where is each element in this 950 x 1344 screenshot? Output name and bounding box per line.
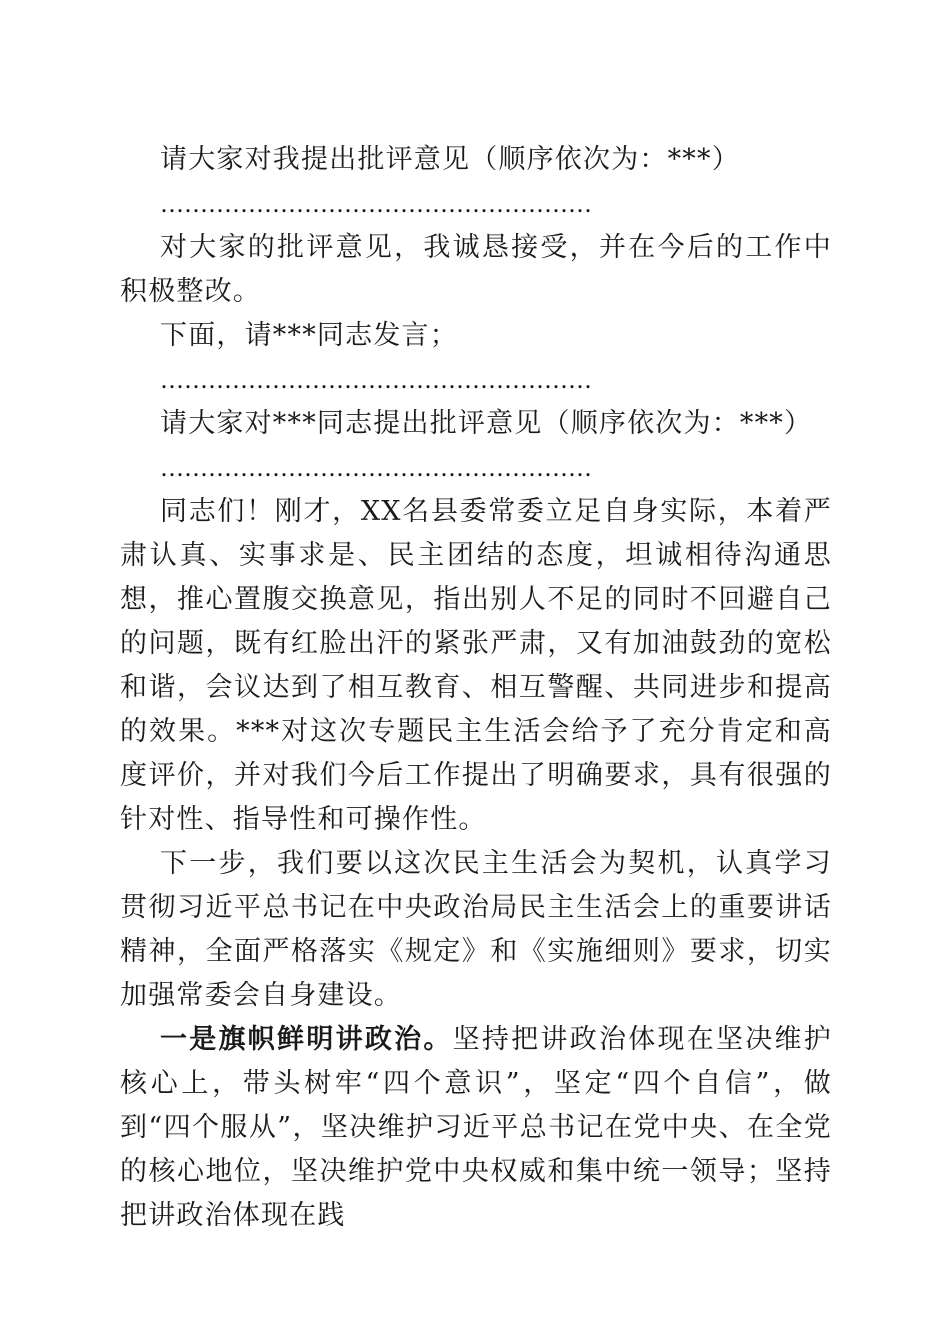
ellipsis-line-2: ……………………………………………… bbox=[160, 366, 592, 394]
paragraph-criticism-request-self: 请大家对我提出批评意见（顺序依次为：***） bbox=[160, 144, 740, 175]
paragraph-criticism-request-comrade: 请大家对***同志提出批评意见（顺序依次为：***） bbox=[160, 408, 813, 439]
point-one-body: 坚持把讲政治体现在坚决维护核心上，带头树牢“四个意识”，坚定“四个自信”，做到“四个服从”，坚决维护习近平总书记在党中央、在全党的核心地位，坚决维护党中央权威和集中统一领导；坚持把讲政治体现在践 bbox=[120, 1024, 832, 1231]
ellipsis-line-3: ……………………………………………… bbox=[160, 454, 592, 482]
document-body bbox=[120, 138, 832, 1238]
ellipsis-line-1: ……………………………………………… bbox=[160, 190, 592, 218]
paragraph-next-steps: 下一步，我们要以这次民主生活会为契机，认真学习贯彻习近平总书记在中央政治局民主生活会上的重要讲话精神，全面严格落实《规定》和《实施细则》要求，切实加强常委会自身建设。 bbox=[120, 848, 832, 1011]
paragraph-meeting-summary: 同志们！刚才，XX名县委常委立足自身实际，本着严肃认真、实事求是、民主团结的态度，坦诚相待沟通思想，推心置腹交换意见，指出别人不足的同时不回避自己的问题，既有红脸出汗的紧张严肃，又有加油鼓劲的宽松和谐，会议达到了相互教育、相互警醒、共同进步和提高的效果。***对这次专题民主生活会给予了充分肯定和高度评价，并对我们今后工作提出了明确要求，具有很强的针对性、指导性和可操作性。 bbox=[120, 496, 832, 835]
point-one-heading: 一是旗帜鲜明讲政治。 bbox=[160, 1024, 453, 1055]
paragraph-next-speaker: 下面，请***同志发言； bbox=[160, 320, 458, 351]
paragraph-accept-criticism: 对大家的批评意见，我诚恳接受，并在今后的工作中积极整改。 bbox=[120, 232, 832, 307]
paragraph-point-one bbox=[120, 1018, 832, 1238]
